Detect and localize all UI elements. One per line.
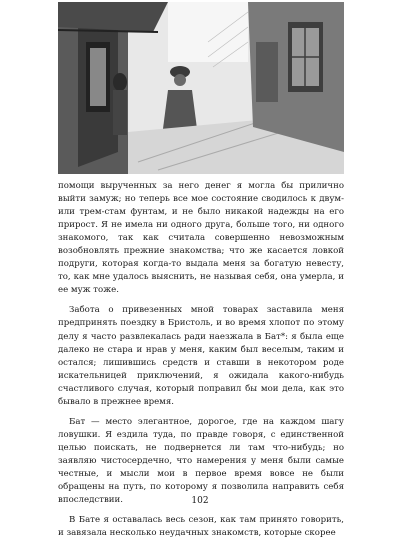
paragraph: Бат — место элегантное, дорогое, где на каждом шагу ловушки. Я ездила туда, по правде говоря, с единственной целью поискать, не подвернется ли там что-нибудь; но заявляю чистосердечно, что намерения у меня были самые честные, и мысли мои в первое время вовсе не были обращены на путь, по которому я позволила направить себя впоследствии. <box>58 416 344 506</box>
paragraph: Забота о привезенных мной товарах заставила меня предпринять поездку в Бристоль, и во время хлопот по этому делу я часто развлекалась ради наезжала в Бат*: я была еще далеко не стара и нрав у меня, каким был веселым, таким и остался; лишившись средств и ставши в некотором роде искательницей приключений, я ожидала какого-нибудь счастливого случая, который поправил бы мои дела, как это бывало в прежнее время. <box>58 305 344 407</box>
paragraph: В Бате я оставалась весь сезон, как там принято говорить, и завязала несколько неудачных знакомств, которые скорее <box>58 515 344 539</box>
illustration <box>58 2 344 174</box>
page-number: 102 <box>191 496 209 506</box>
body-text <box>58 180 344 540</box>
street-scene-engraving-icon <box>58 2 344 174</box>
paragraph: помощи вырученных за него денег я могла бы прилично выйти замуж; но теперь все мое состояние сводилось к двум- или трем-стам фунтам, и не было никакой надежды на его прирост. Я не имела ни одного друга, больше того, ни одного знакомого, так как считала совершенно невозможным возобновлять прежние знакомства; что же касается ловкой подруги, которая когда-то выдала меня за богатую невесту, то, как мне удалось выяснить, не называя себя, она умерла, и ее муж тоже. <box>58 181 344 296</box>
